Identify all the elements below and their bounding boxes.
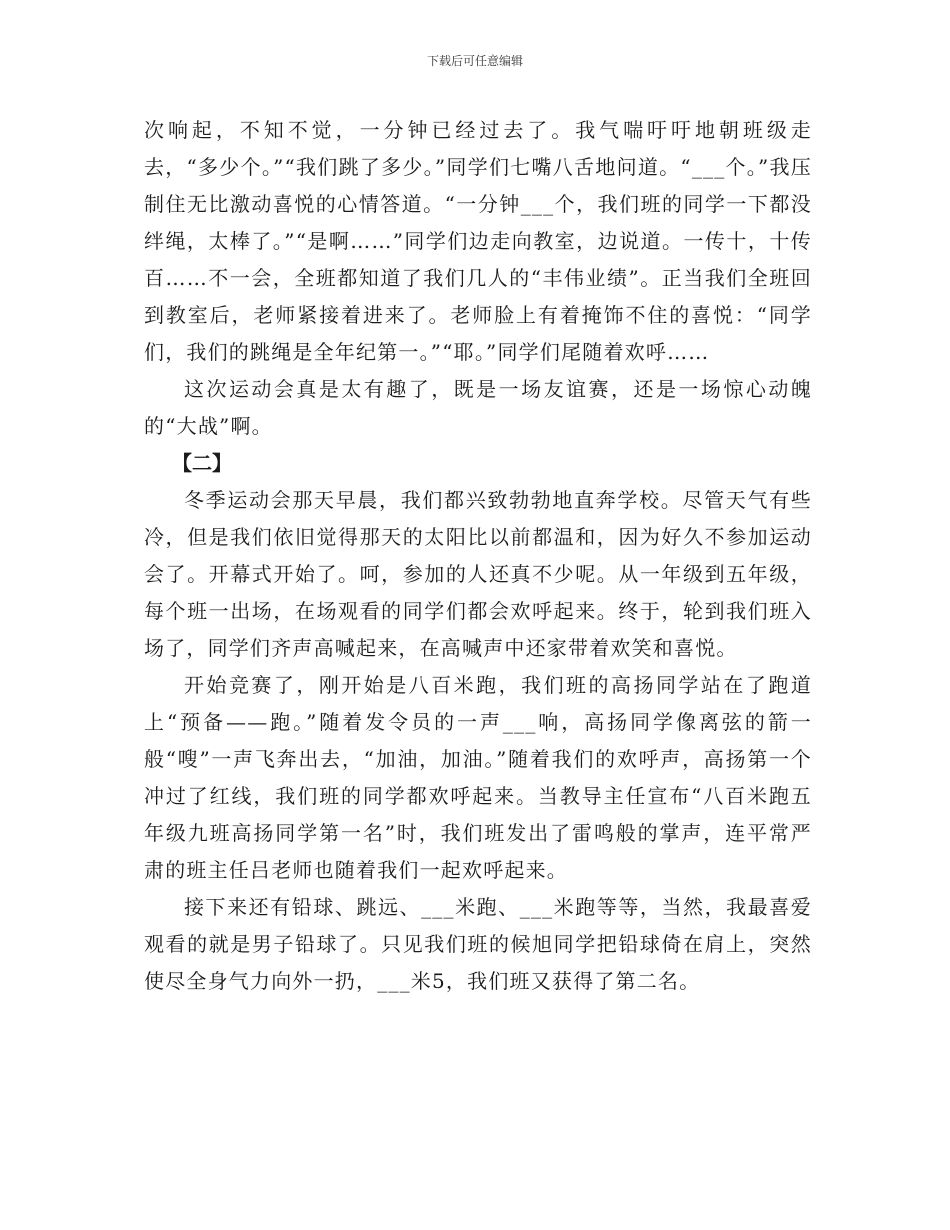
page-header: 下载后可任意编辑 [426,54,523,68]
paragraph-shot-put: 接下来还有铅球、跳远、___米跑、___米跑等等，当然，我最喜爱观看的就是男子铅球了。只见我们班的候旭同学把铅球倚在肩上，突然使尽全身气力向外一扔，___米5，我们班又获得了第二名。 [144,895,812,993]
paragraph-opening-ceremony: 冬季运动会那天早晨，我们都兴致勃勃地直奔学校。尽管天气有些冷，但是我们依旧觉得那天的太阳比以前都温和，因为好久不参加运动会了。开幕式开始了。呵，参加的人还真不少呢。从一年级到五年级，每个班一出场，在场观看的同学们都会欢呼起来。终于，轮到我们班入场了，同学们齐声高喊起来，在高喊声中还家带着欢笑和喜悦。 [144,488,812,660]
section-heading: 【二】 [172,451,232,475]
paragraph-conclusion: 这次运动会真是太有趣了，既是一场友谊赛，还是一场惊心动魄的“大战”啊。 [144,377,812,438]
paragraph-continuation: 次响起，不知不觉，一分钟已经过去了。我气喘吁吁地朝班级走去，“多少个。”“我们跳了多少。”同学们七嘴八舌地问道。“___个。”我压制住无比激动喜悦的心情答道。“一分钟___个，我们班的同学一下都没绊绳，太棒了。”“是啊……”同学们边走向教室，边说道。一传十，十传百……不一会，全班都知道了我们几人的“丰伟业绩”。正当我们全班回到教室后，老师紧接着进来了。老师脸上有着掩饰不住的喜悦：“同学们，我们的跳绳是全年纪第一。”“耶。”同学们尾随着欢呼…… [144,118,812,364]
document-body [144,112,812,1000]
paragraph-800m-race: 开始竞赛了，刚开始是八百米跑，我们班的高扬同学站在了跑道上“预备——跑。”随着发令员的一声___响，高扬同学像离弦的箭一般“嗖”一声飞奔出去，“加油，加油。”随着我们的欢呼声，高扬第一个冲过了红线，我们班的同学都欢呼起来。当教导主任宣布“八百米跑五年级九班高扬同学第一名”时，我们班发出了雷鸣般的掌声，连平常严肃的班主任吕老师也随着我们一起欢呼起来。 [144,673,812,882]
